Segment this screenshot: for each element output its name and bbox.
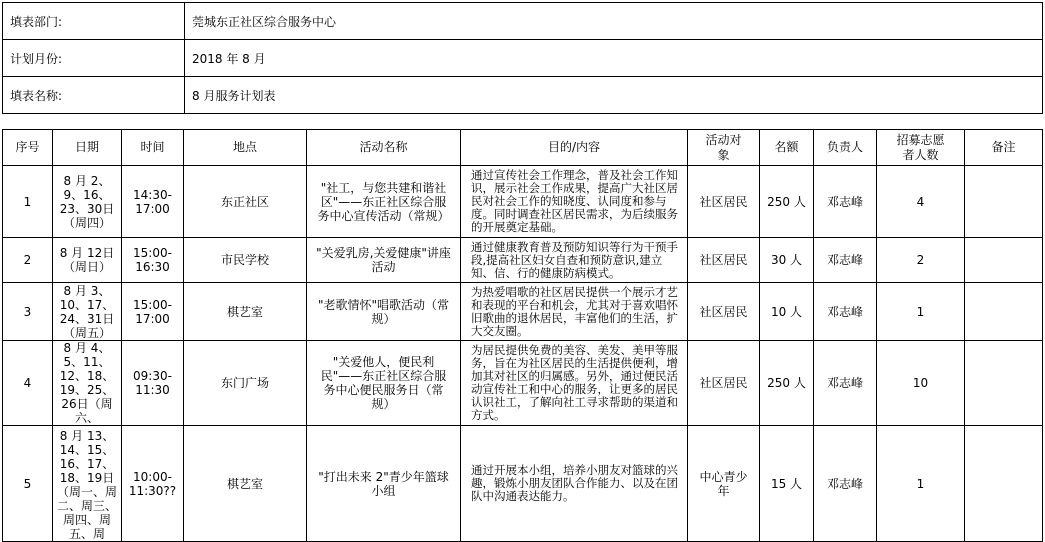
target-cell: 社区居民 bbox=[688, 283, 760, 341]
goal-cell: 通过宣传社会工作理念，普及社会工作知识，展示社会工作成果，提高广大社区居民对社会工作的知晓度、认同度和参与度。同时调查社区居民需求，为后续服务的开展奠定基础。 bbox=[461, 166, 688, 238]
info-row-name bbox=[3, 77, 1043, 114]
date-cell: 8 月 12日（周日） bbox=[53, 238, 122, 283]
header-time: 时间 bbox=[122, 130, 184, 166]
target-cell: 中心青少年 bbox=[688, 426, 760, 542]
goal-cell: 为热爱唱歌的社区居民提供一个展示才艺和表现的平台和机会，尤其对于喜欢唱怀旧歌曲的退休居民，丰富他们的生活，扩大交友圈。 bbox=[461, 283, 688, 341]
goal-cell: 通过开展本小组，培养小朋友对篮球的兴趣，锻炼小朋友团队合作能力、以及在团队中沟通表达能力。 bbox=[461, 426, 688, 542]
header-place: 地点 bbox=[184, 130, 307, 166]
table-row bbox=[3, 166, 1043, 238]
plan-table bbox=[2, 129, 1043, 542]
date-cell: 8 月 4、5、11、12、18、19、25、26日（周六、 bbox=[53, 341, 122, 426]
dept-label: 填表部门: bbox=[3, 3, 185, 40]
remark-cell bbox=[965, 426, 1043, 542]
volunteers-cell: 10 bbox=[877, 341, 965, 426]
activity-cell: "社工，与您共建和谐社区"——东正社区综合服务中心宣传活动（常规） bbox=[307, 166, 461, 238]
target-cell: 社区居民 bbox=[688, 341, 760, 426]
volunteers-cell: 2 bbox=[877, 238, 965, 283]
goal-cell: 为居民提供免费的美容、美发、美甲等服务，旨在为社区居民的生活提供便利，增加其对社区的归属感。另外，通过便民活动宣传社工和中心的服务，让更多的居民认识社工，了解向社工寻求帮助的渠道和方式。 bbox=[461, 341, 688, 426]
activity-cell: "关爱乳房,关爱健康"讲座活动 bbox=[307, 238, 461, 283]
info-row-dept bbox=[3, 3, 1043, 40]
date-cell: 8 月 2、9、16、23、30日（周四） bbox=[53, 166, 122, 238]
header-seq: 序号 bbox=[3, 130, 53, 166]
volunteers-cell: 4 bbox=[877, 166, 965, 238]
header-leader: 负责人 bbox=[814, 130, 877, 166]
remark-cell bbox=[965, 283, 1043, 341]
leader-cell: 邓志峰 bbox=[814, 166, 877, 238]
target-cell: 社区居民 bbox=[688, 238, 760, 283]
month-value: 2018 年 8 月 bbox=[185, 40, 1043, 77]
info-row-month bbox=[3, 40, 1043, 77]
activity-cell: "关爱他人，便民利民"——东正社区综合服务中心便民服务日（常规） bbox=[307, 341, 461, 426]
table-row bbox=[3, 238, 1043, 283]
target-cell: 社区居民 bbox=[688, 166, 760, 238]
time-cell: 15:00-16:30 bbox=[122, 238, 184, 283]
volunteers-cell: 1 bbox=[877, 283, 965, 341]
quota-cell: 250 人 bbox=[760, 166, 814, 238]
seq-cell: 5 bbox=[3, 426, 53, 542]
date-cell: 8 月 13、14、15、16、17、18、19日（周一、周二、周三、周四、周五、周 bbox=[53, 426, 122, 542]
leader-cell: 邓志峰 bbox=[814, 341, 877, 426]
place-cell: 棋艺室 bbox=[184, 283, 307, 341]
seq-cell: 4 bbox=[3, 341, 53, 426]
month-label: 计划月份: bbox=[3, 40, 185, 77]
remark-cell bbox=[965, 166, 1043, 238]
info-table bbox=[2, 2, 1043, 114]
table-row bbox=[3, 426, 1043, 542]
header-activity: 活动名称 bbox=[307, 130, 461, 166]
goal-cell: 通过健康教育普及预防知识等行为干预手段,提高社区妇女自查和预防意识,建立知、信、行的健康防病模式。 bbox=[461, 238, 688, 283]
quota-cell: 10 人 bbox=[760, 283, 814, 341]
header-quota: 名额 bbox=[760, 130, 814, 166]
remark-cell bbox=[965, 238, 1043, 283]
time-cell: 09:30-11:30 bbox=[122, 341, 184, 426]
leader-cell: 邓志峰 bbox=[814, 426, 877, 542]
volunteers-cell: 1 bbox=[877, 426, 965, 542]
time-cell: 14:30-17:00 bbox=[122, 166, 184, 238]
date-cell: 8 月 3、10、17、24、31日（周五） bbox=[53, 283, 122, 341]
quota-cell: 15 人 bbox=[760, 426, 814, 542]
name-label: 填表名称: bbox=[3, 77, 185, 114]
activity-cell: "老歌情怀"唱歌活动（常规） bbox=[307, 283, 461, 341]
dept-value: 莞城东正社区综合服务中心 bbox=[185, 3, 1043, 40]
seq-cell: 2 bbox=[3, 238, 53, 283]
seq-cell: 3 bbox=[3, 283, 53, 341]
time-cell: 15:00-17:00 bbox=[122, 283, 184, 341]
quota-cell: 30 人 bbox=[760, 238, 814, 283]
quota-cell: 250 人 bbox=[760, 341, 814, 426]
place-cell: 市民学校 bbox=[184, 238, 307, 283]
place-cell: 棋艺室 bbox=[184, 426, 307, 542]
table-row bbox=[3, 283, 1043, 341]
header-row bbox=[3, 130, 1043, 166]
header-goal: 目的/内容 bbox=[461, 130, 688, 166]
leader-cell: 邓志峰 bbox=[814, 283, 877, 341]
header-date: 日期 bbox=[53, 130, 122, 166]
header-volunteers: 招募志愿者人数 bbox=[877, 130, 965, 166]
activity-cell: "打出未来 2"青少年篮球小组 bbox=[307, 426, 461, 542]
seq-cell: 1 bbox=[3, 166, 53, 238]
place-cell: 东正社区 bbox=[184, 166, 307, 238]
name-value: 8 月服务计划表 bbox=[185, 77, 1043, 114]
remark-cell bbox=[965, 341, 1043, 426]
header-target: 活动对象 bbox=[688, 130, 760, 166]
table-row bbox=[3, 341, 1043, 426]
leader-cell: 邓志峰 bbox=[814, 238, 877, 283]
place-cell: 东门广场 bbox=[184, 341, 307, 426]
time-cell: 10:00-11:30?? bbox=[122, 426, 184, 542]
header-remark: 备注 bbox=[965, 130, 1043, 166]
